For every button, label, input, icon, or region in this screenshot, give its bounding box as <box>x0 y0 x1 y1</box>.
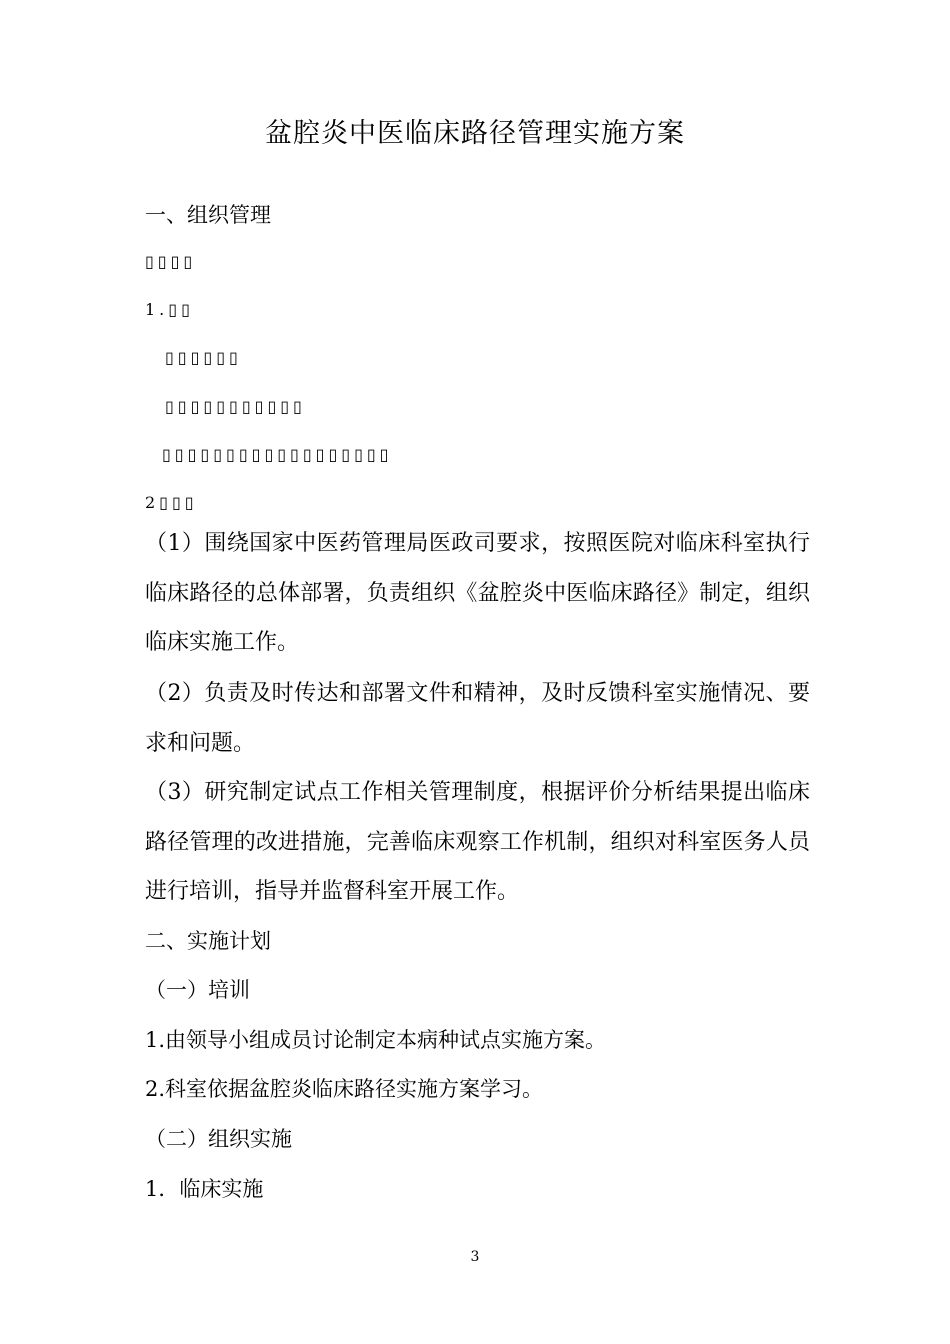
section-heading-plan: 二、实施计划 <box>145 929 271 953</box>
garbled-line: ▯▯▯▯▯▯▯▯▯▯▯▯▯▯▯▯▯▯ <box>162 445 393 464</box>
list-item: 1．临床实施 <box>145 1177 264 1201</box>
list-item: 1.由领导小组成员讨论制定本病种试点实施方案。 <box>145 1028 607 1052</box>
document-title: 盆腔炎中医临床路径管理实施方案 <box>265 118 685 149</box>
paragraph-responsibility-1: （1）围绕国家中医药管理局医政司要求，按照医院对临床科室执行临床路径的总体部署，负责组织《盆腔炎中医临床路径》制定，组织临床实施工作。 <box>145 531 810 655</box>
list-item: 2.科室依据盆腔炎临床路径实施方案学习。 <box>145 1077 544 1101</box>
section-heading-organization: 一、组织管理 <box>145 203 271 227</box>
garbled-line: ▯▯▯▯▯▯ <box>165 348 242 367</box>
subheading-implementation: （二）组织实施 <box>145 1127 292 1151</box>
garbled-line: ▯▯▯▯ <box>145 252 197 271</box>
garbled-line: 2▯▯▯ <box>145 493 198 512</box>
paragraph-responsibility-3: （3）研究制定试点工作相关管理制度，根据评价分析结果提出临床路径管理的改进措施，完善临床观察工作机制，组织对科室医务人员进行培训，指导并监督科室开展工作。 <box>145 780 810 904</box>
garbled-line: 1.▯▯ <box>145 300 194 319</box>
garbled-line: ▯▯▯▯▯▯▯▯▯▯▯ <box>165 397 306 416</box>
page-number: 3 <box>470 1249 480 1265</box>
subheading-training: （一）培训 <box>145 978 250 1002</box>
paragraph-responsibility-2: （2）负责及时传达和部署文件和精神，及时反馈科室实施情况、要求和问题。 <box>145 681 810 756</box>
